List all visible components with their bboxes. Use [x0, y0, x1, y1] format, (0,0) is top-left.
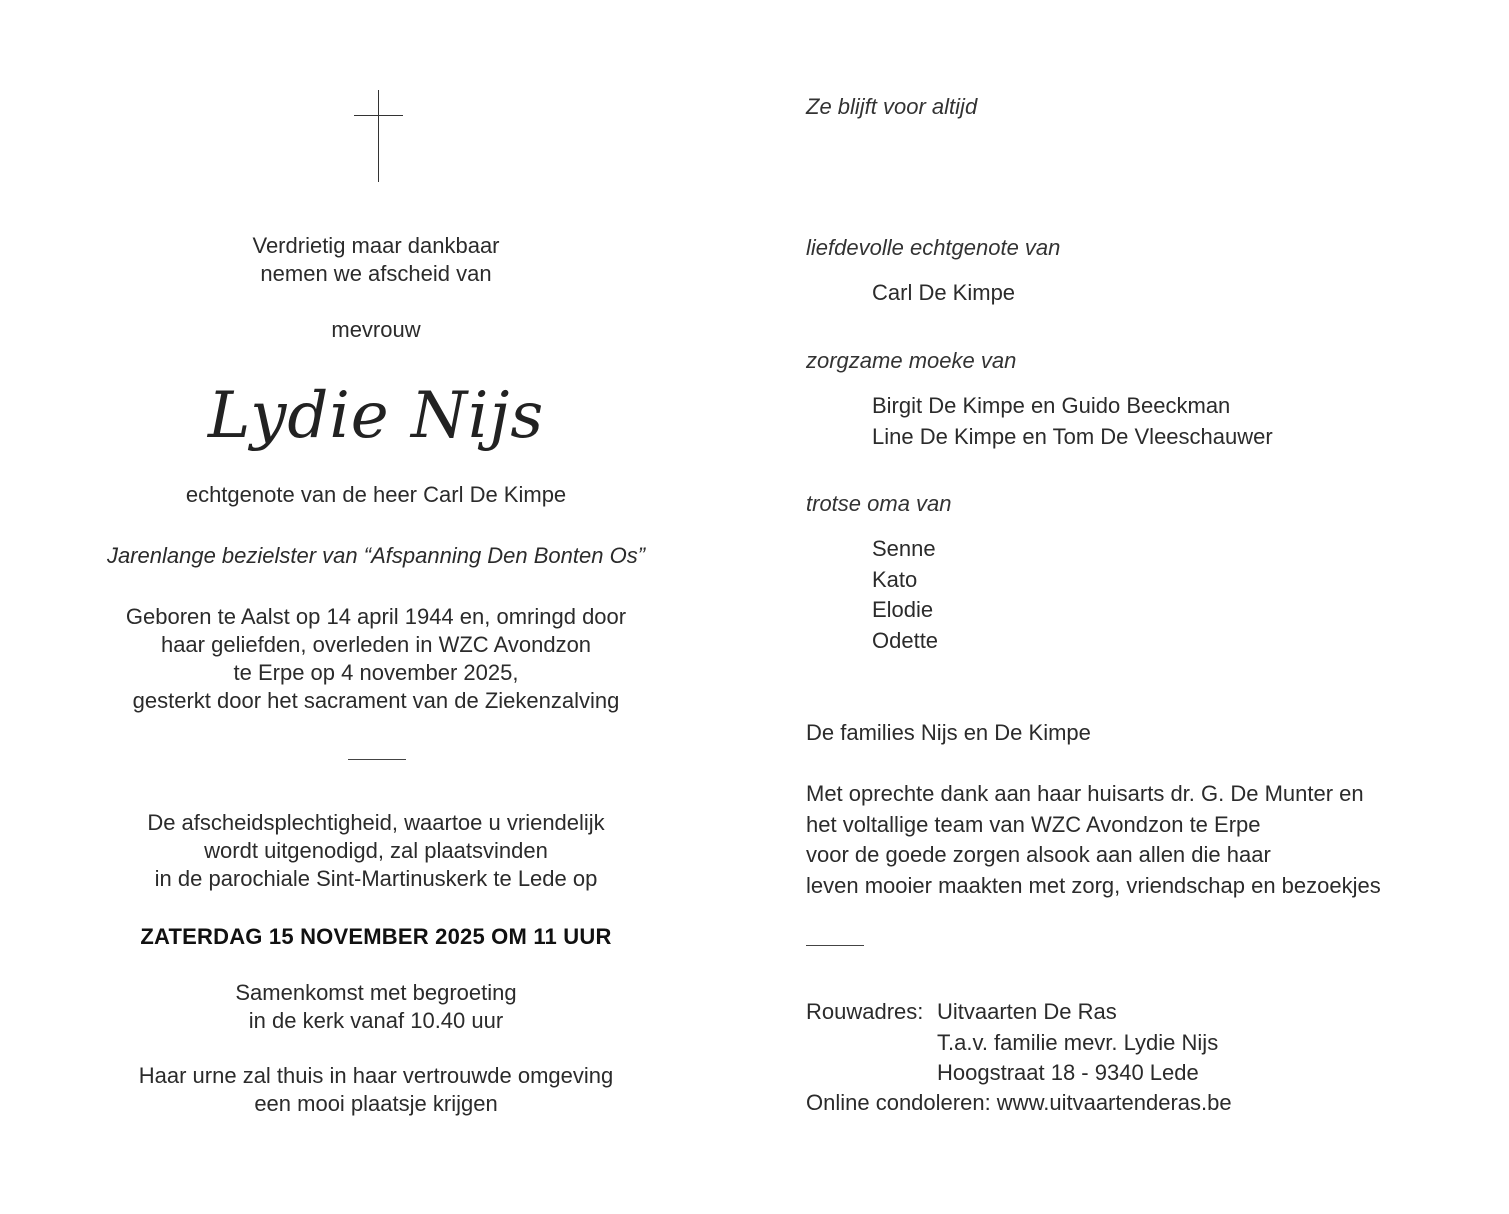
families-text: De families Nijs en De Kimpe — [806, 720, 1091, 745]
spouse-line-text: echtgenote van de heer Carl De Kimpe — [185, 482, 567, 507]
list-item: Senne — [872, 536, 936, 561]
address-block — [937, 997, 1218, 1089]
intro-line: nemen we afscheid van — [260, 261, 492, 286]
thanks-line: Met oprechte dank aan haar huisarts dr. G. De Munter en — [806, 781, 1364, 806]
list-item: Odette — [872, 627, 939, 653]
thanks-line: het voltallige team van WZC Avondzon te Erpe — [806, 811, 1261, 837]
ceremony-line: wordt uitgenodigd, zal plaatsvinden — [204, 838, 548, 863]
ceremony-date-text: ZATERDAG 15 NOVEMBER 2025 OM 11 UUR — [140, 924, 612, 949]
intro-text — [80, 232, 672, 288]
intro-line: Verdrietig maar dankbaar — [252, 233, 500, 258]
deceased-name: Lydie Nijs — [207, 379, 545, 453]
address-line: Hoogstraat 18 - 9340 Lede — [937, 1060, 1199, 1085]
thanks-line: voor de goede zorgen alsook aan allen die haar — [806, 842, 1271, 867]
spouse-list — [872, 278, 1015, 309]
spouse-name: Carl De Kimpe — [872, 280, 1016, 305]
honorific — [80, 316, 672, 344]
divider — [348, 759, 406, 760]
gathering-block — [80, 979, 672, 1035]
list-item: Elodie — [872, 597, 934, 622]
list-item: Kato — [872, 566, 918, 592]
list-item: Line De Kimpe en Tom De Vleeschauwer — [872, 423, 1273, 449]
divider — [806, 945, 864, 946]
urn-line: een mooi plaatsje krijgen — [254, 1091, 498, 1116]
ceremony-block — [80, 809, 672, 893]
thanks-block — [806, 779, 1381, 901]
motto: Ze blijft voor altijd — [806, 94, 978, 119]
cross-icon — [354, 90, 404, 184]
birth-death-line: haar geliefden, overleden in WZC Avondzon — [160, 632, 592, 657]
birth-death-line: Geboren te Aalst op 14 april 1944 en, omringd door — [125, 604, 627, 629]
tagline — [80, 542, 672, 570]
families — [806, 718, 1091, 749]
ceremony-date — [80, 923, 672, 951]
ceremony-line: De afscheidsplechtigheid, waartoe u vriendelijk — [147, 810, 605, 835]
address-label-text: Rouwadres: — [806, 999, 924, 1024]
condolences — [806, 1088, 1232, 1119]
spouse-line — [80, 481, 672, 509]
birth-death-line: te Erpe op 4 november 2025, — [233, 660, 519, 685]
gathering-line: Samenkomst met begroeting — [235, 980, 517, 1005]
grandchildren-list — [872, 534, 938, 656]
urn-line: Haar urne zal thuis in haar vertrouwde omgeving — [138, 1063, 614, 1088]
address-label — [806, 997, 923, 1028]
condolences-link[interactable]: Online condoleren: www.uitvaartenderas.be — [806, 1090, 1232, 1115]
ceremony-line: in de parochiale Sint-Martinuskerk te Lede op — [154, 866, 598, 891]
address-line: Uitvaarten De Ras — [937, 999, 1117, 1024]
gathering-line: in de kerk vanaf 10.40 uur — [248, 1008, 504, 1033]
honorific-label: mevrouw — [331, 317, 421, 342]
grandchildren-heading: trotse oma van — [806, 491, 952, 516]
birth-death-line: gesterkt door het sacrament van de Ziekenzalving — [132, 688, 620, 713]
address-line: T.a.v. familie mevr. Lydie Nijs — [937, 1029, 1219, 1055]
thanks-line: leven mooier maakten met zorg, vriendschap en bezoekjes — [806, 872, 1381, 898]
tagline-text: Jarenlange bezielster van “Afspanning Den Bonten Os” — [106, 543, 646, 568]
spouse-heading: liefdevolle echtgenote van — [806, 235, 1061, 260]
list-item: Birgit De Kimpe en Guido Beeckman — [872, 393, 1231, 418]
birth-death-block — [80, 603, 672, 715]
children-heading: zorgzame moeke van — [806, 348, 1017, 373]
urn-block — [80, 1062, 672, 1118]
children-list — [872, 391, 1273, 452]
